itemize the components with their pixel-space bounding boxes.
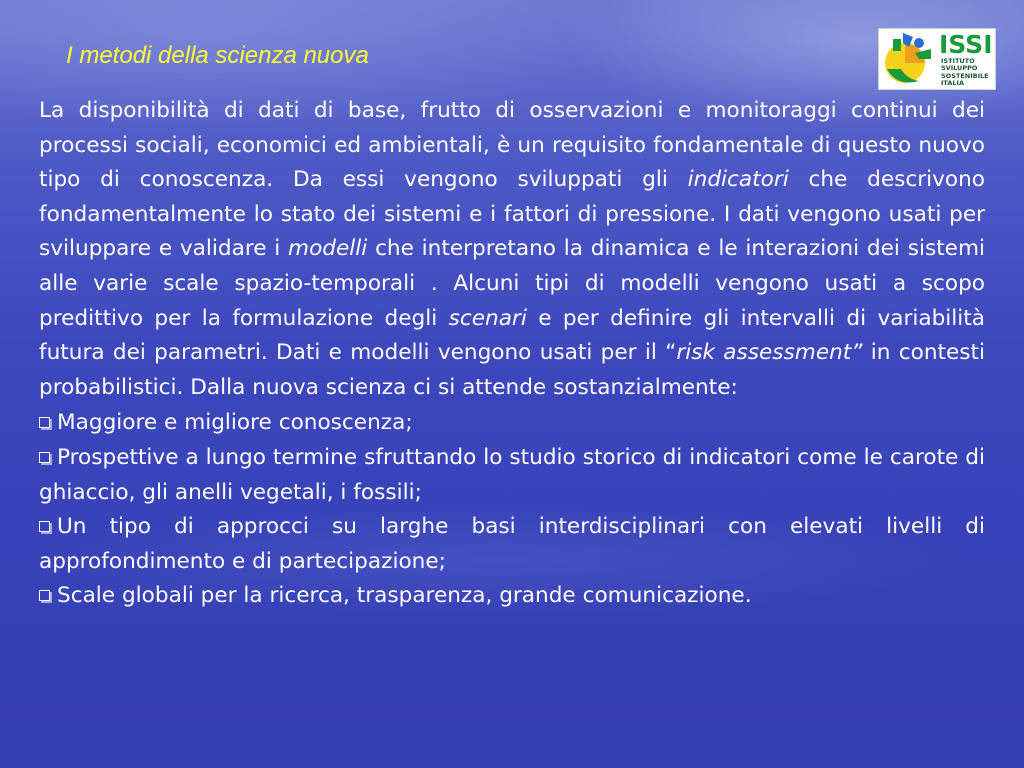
bullet-text: Un tipo di approcci su larghe basi interdisciplinari con elevati livelli di approfondimento e di partecipazione; [39, 514, 985, 574]
emphasis-risk-assessment: risk assessment” [676, 340, 863, 366]
bullet-item [39, 441, 985, 510]
paragraph-text: e per definire gli intervalli di variabilità futura dei parametri. Dati e modelli vengono usati per il “ [39, 305, 985, 366]
bullet-text: Maggiore e migliore conoscenza; [57, 410, 413, 436]
emphasis-indicatori: indicatori [687, 167, 789, 193]
paragraph-text: La disponibilità di dati di base, frutto di osservazioni e monitoraggi continui dei processi sociali, economici ed ambientali, è un requisito fondamentale di questo nuovo tipo di conoscenza. Da essi vengono sviluppati gli [39, 98, 985, 193]
checkbox-bullet-icon [39, 417, 50, 428]
paragraph-text: che interpretano la dinamica e le interazioni dei sistemi alle varie scale spazio-temporali . Alcuni tipi di modelli vengono usati a scopo predittivo per la formulazione degli [39, 236, 985, 331]
logo-subtitle-line: SVILUPPO [941, 64, 978, 73]
bullet-text: Prospettive a lungo termine sfruttando lo studio storico di indicatori come le carote di ghiaccio, gli anelli vegetali, i fossili; [39, 444, 985, 505]
slide-title: I metodi della scienza nuova [66, 42, 369, 69]
bullet-item [39, 579, 985, 614]
checkbox-bullet-icon [39, 452, 50, 463]
checkbox-bullet-icon [39, 590, 50, 601]
paragraph-text: in contesti probabilistici. Dalla nuova scienza ci si attende sostanzialmente: [39, 340, 985, 400]
logo-wordmark: ISSI [939, 30, 993, 59]
emphasis-modelli: modelli [288, 236, 368, 262]
issi-logo [878, 28, 996, 90]
bullet-list [39, 406, 985, 614]
logo-subtitle-line: SOSTENIBILE [941, 71, 989, 80]
emphasis-scenari: scenari [448, 305, 527, 331]
paragraph-text: che descrivono fondamentalmente lo stato dei sistemi e i fattori di pressione. I dati vengono usati per sviluppare e validare i [39, 167, 985, 262]
checkbox-bullet-icon [39, 521, 50, 532]
logo-subtitle [941, 58, 997, 88]
bullet-text: Scale globali per la ricerca, trasparenza, grande comunicazione. [57, 583, 752, 609]
logo-subtitle-line: ISTITUTO [941, 57, 975, 65]
bullet-item [39, 510, 985, 579]
intro-paragraph [39, 94, 985, 405]
slide-body [39, 94, 985, 614]
issi-logo-emblem-icon [879, 29, 939, 91]
logo-subtitle-line: ITALIA [941, 79, 964, 88]
bullet-item [39, 406, 985, 441]
